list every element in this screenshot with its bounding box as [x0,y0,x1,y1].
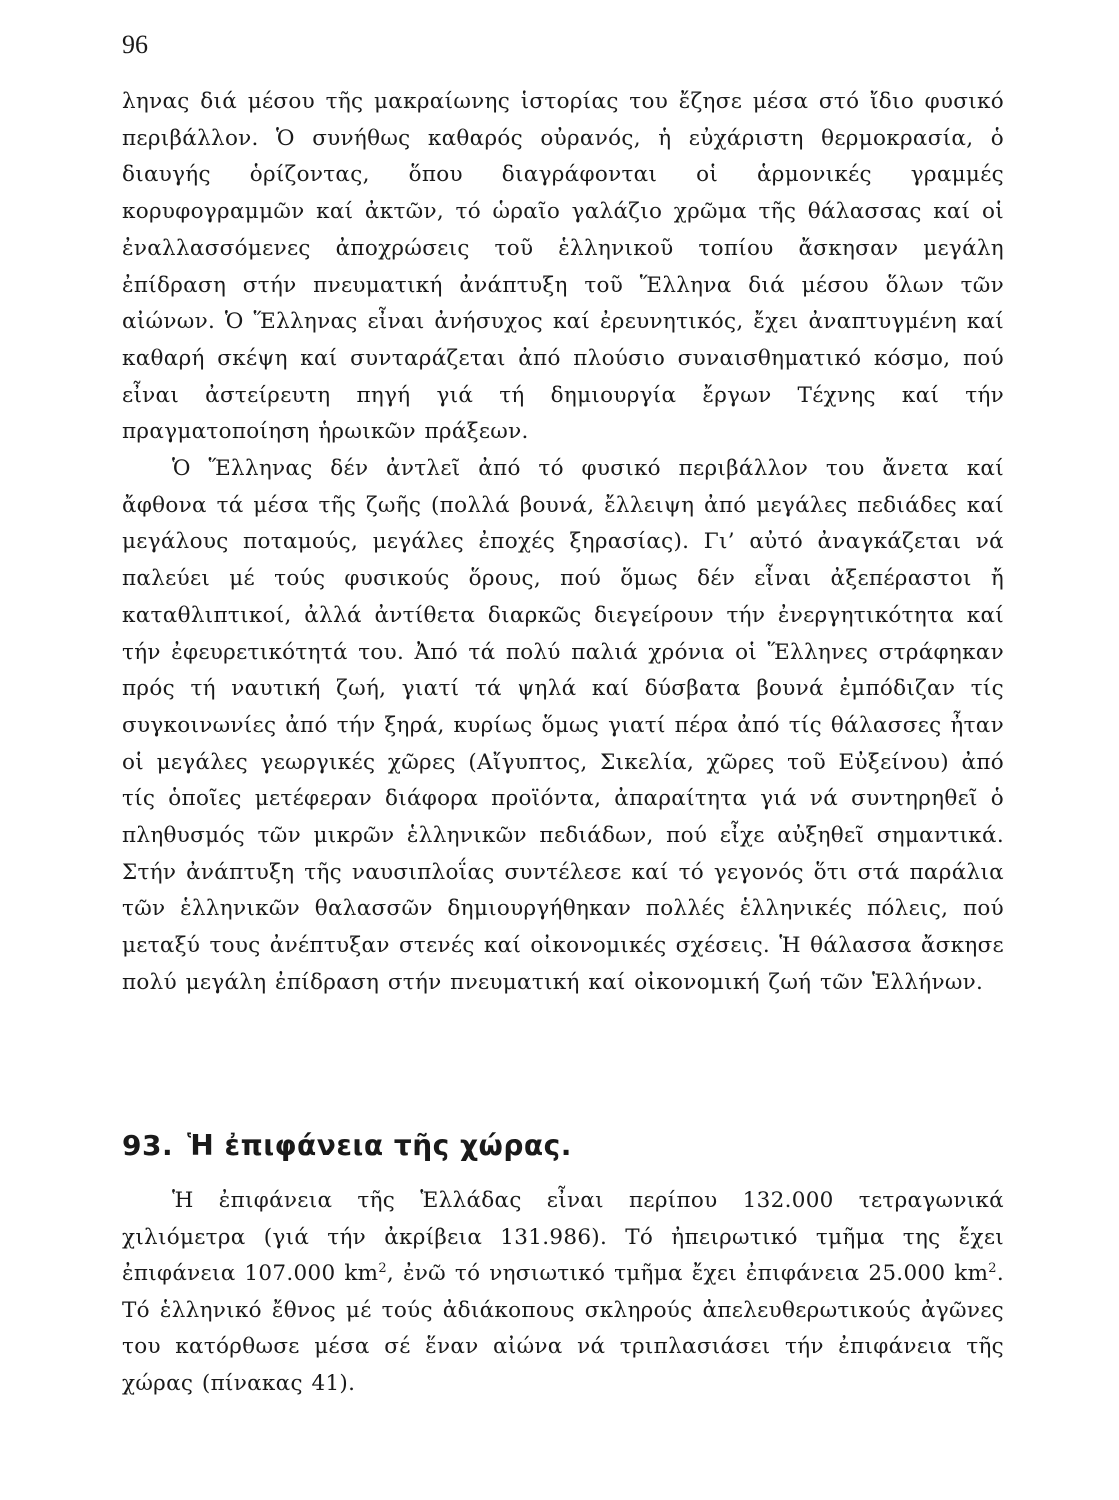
section-body [122,1183,1004,1402]
paragraph-environment: ληνας διά μέσου τῆς μακραίωνης ἱστορίας του ἔζησε μέσα στό ἴδιο φυσικό περιβάλλον. Ὁ συνήθως καθαρός οὐρανός, ἡ εὐχάριστη θερμοκρασία, ὁ διαυγής ὁρίζοντας, ὅπου διαγράφονται οἱ ἁρμονικές γραμμές κορυφογραμμῶν καί ἀκτῶν, τό ὡραῖο γαλάζιο χρῶμα τῆς θάλασσας καί οἱ ἐναλλασσόμενες ἀποχρώσεις τοῦ ἑλληνικοῦ τοπίου ἄσκησαν μεγάλη ἐπίδραση στήν πνευματική ἀνάπτυξη τοῦ Ἕλληνα διά μέσου ὅλων τῶν αἰώνων. Ὁ Ἕλληνας εἶναι ἀνήσυχος καί ἐρευνητικός, ἔχει ἀναπτυγμένη καί καθαρή σκέψη καί συνταράζεται ἀπό πλούσιο συναισθηματικό κόσμο, πού εἶναι ἀστείρευτη πηγή γιά τή δημιουργία ἔργων Τέχνης καί τήν πραγματοποίηση ἡρωικῶν πράξεων. [122,89,1004,445]
area-text-1: Ἡ ἐπιφάνεια τῆς Ἑλλάδας εἶναι περίπου 132.000 τετραγωνικά χιλιόμετρα (γιά τήν ἀκρίβεια 131.986). Τό ἠπειρωτικό τμῆμα της ἔχει ἐπιφάνεια 107.000 km [122,1188,1004,1286]
superscript-2b: 2 [988,1260,997,1276]
continuation-text [122,84,1004,1002]
section-heading [122,1126,1002,1166]
paragraph-seafaring: Ὁ Ἕλληνας δέν ἀντλεῖ ἀπό τό φυσικό περιβάλλον του ἄνετα καί ἄφθονα τά μέσα τῆς ζωῆς (πολλά βουνά, ἔλλειψη ἀπό μεγάλες πεδιάδες καί μεγάλους ποταμούς, μεγάλες ἐποχές ξηρασίας). Γι’ αὐτό ἀναγκάζεται νά παλεύει μέ τούς φυσικούς ὅρους, πού ὅμως δέν εἶναι ἀξεπέραστοι ἤ καταθλιπτικοί, ἀλλά ἀντίθετα διαρκῶς διεγείρουν τήν ἐνεργητικότητα καί τήν ἐφευρετικότητά του. Ἀπό τά πολύ παλιά χρόνια οἱ Ἕλληνες στράφηκαν πρός τή ναυτική ζωή, γιατί τά ψηλά καί δύσβατα βουνά ἐμπόδιζαν τίς συγκοινωνίες ἀπό τήν ξηρά, κυρίως ὅμως γιατί πέρα ἀπό τίς θάλασσες ἦταν οἱ μεγάλες γεωργικές χῶρες (Αἴγυπτος, Σικελία, χῶρες τοῦ Εὐξείνου) ἀπό τίς ὁποῖες μετέφεραν διάφορα προϊόντα, ἀπαραίτητα γιά νά συντηρηθεῖ ὁ πληθυσμός τῶν μικρῶν ἑλληνικῶν πεδιάδων, πού εἶχε αὐξηθεῖ σημαντικά. Στήν ἀνάπτυξη τῆς ναυσιπλοΐας συντέλεσε καί τό γεγονός ὅτι στά παράλια τῶν ἑλληνικῶν θαλασσῶν δημιουργήθηκαν πολλές ἑλληνικές πόλεις, πού μεταξύ τους ἀνέπτυξαν στενές καί οἰκονομικές σχέσεις. Ἡ θάλασσα ἄσκησε πολύ μεγάλη ἐπίδραση στήν πνευματική καί οἰκονομική ζωή τῶν Ἑλλήνων. [122,456,1004,995]
page-number: 96 [122,30,148,59]
paragraph-area [122,1183,1004,1402]
area-text-3: . Τό ἑλληνικό ἔθνος μέ τούς ἀδιάκοπους σκληρούς ἀπελευθερωτικούς ἀγῶνες του κατόρθωσε μέσα σέ ἕναν αἰώνα νά τριπλασιάσει τήν ἐπιφάνεια τῆς χώρας (πίνακας 41). [122,1261,1005,1396]
section-title: Ἡ ἐπιφάνεια τῆς χώρας. [187,1129,572,1162]
section-number: 93. [122,1129,174,1162]
superscript-2a: 2 [378,1260,387,1276]
area-text-2: , ἐνῶ τό νησιωτικό τμῆμα ἔχει ἐπιφάνεια 25.000 km [386,1261,989,1286]
